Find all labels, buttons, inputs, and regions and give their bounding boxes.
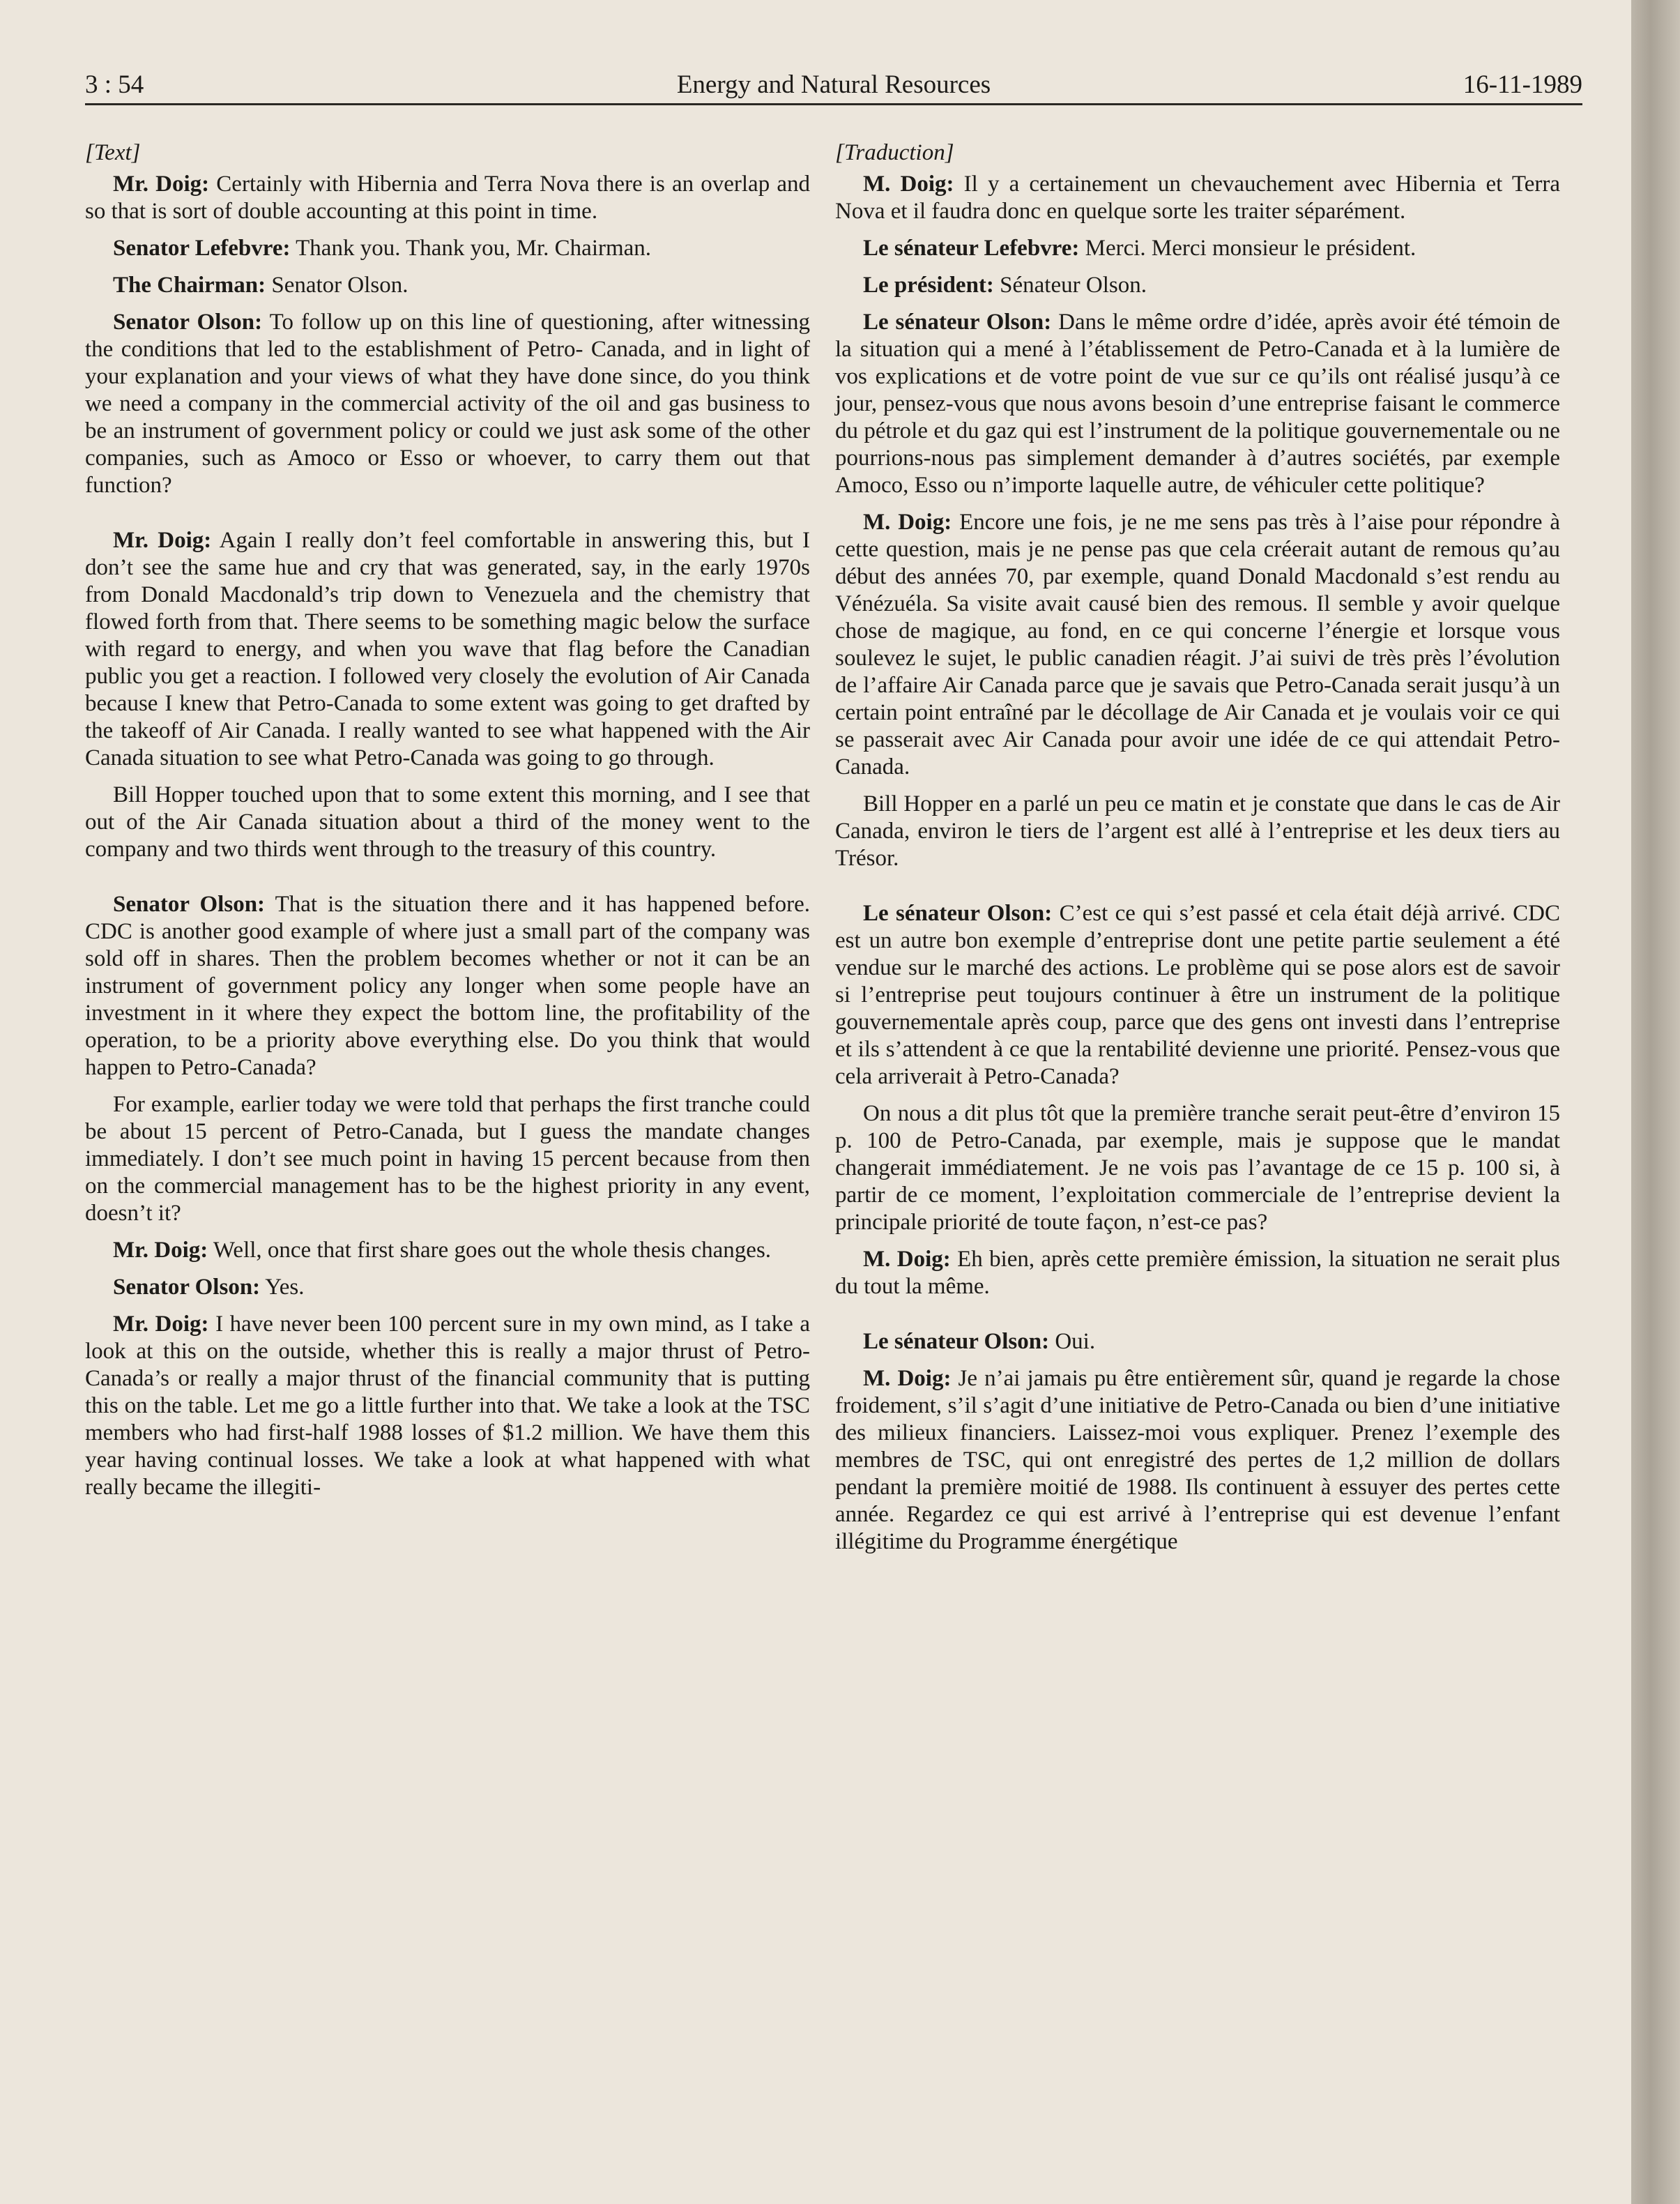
speaker-name: Senator Olson: <box>113 310 263 335</box>
speaker-name: The Chairman: <box>113 273 266 298</box>
paragraph-text: Well, once that first share goes out the whole thesis changes. <box>213 1238 772 1263</box>
paragraph-text: Thank you. Thank you, Mr. Chairman. <box>296 236 652 261</box>
paragraph <box>835 1100 1560 1236</box>
paragraph <box>85 235 810 262</box>
paragraph <box>835 272 1560 299</box>
paragraph-text: Senator Olson. <box>271 273 408 298</box>
paragraph <box>85 1237 810 1264</box>
paragraph-text: Bill Hopper touched upon that to some extent this morning, and I see that out of the Air Canada situation about a third of the money went to the company and two thirds went through to the treasury of this country. <box>85 782 810 862</box>
paragraph-text: Certainly with Hibernia and Terra Nova there is an overlap and so that is sort of double accounting at this point in time. <box>85 172 810 224</box>
paragraph-text: Sénateur Olson. <box>1000 273 1147 298</box>
speaker-name: M. Doig: <box>863 1247 951 1272</box>
paragraph-text: Je n’ai jamais pu être entièrement sûr, quand je regarde la chose froidement, s’il s’agit d’une initiative de Petro-Canada ou bien d’une initiative des milieux financiers. Laissez-moi vous expliquer. Prenez l’exemple des membres de TSC, qui ont enregistré des pertes de 1,2 million de dollars pendant la première moitié de 1988. Ils continuent à essuyer des pertes cette année. Regardez ce qui est arrivé à l’entreprise qui est devenue l’enfant illégitime du Programme énergétique <box>835 1366 1561 1554</box>
speaker-name: Mr. Doig: <box>113 1312 209 1337</box>
paragraph-text: Eh bien, après cette première émission, la situation ne serait plus du tout la même. <box>835 1247 1561 1299</box>
paragraph-text: Merci. Merci monsieur le président. <box>1085 236 1416 261</box>
paragraph <box>85 782 810 863</box>
speaker-name: Senator Olson: <box>113 1275 261 1300</box>
paragraph-text: For example, earlier today we were told that perhaps the first tranche could be about 15 percent of Petro-Canada, but I guess the mandate changes immediately. I don’t see much point in having 15 percent because from then on the commercial management has to be the highest priority in any event, doesn’t it? <box>85 1092 810 1226</box>
page-binding-edge <box>1631 0 1680 2204</box>
paragraph-text: Oui. <box>1055 1329 1096 1354</box>
paragraph <box>85 171 810 225</box>
paragraph <box>85 1311 810 1501</box>
french-column <box>835 139 1560 1565</box>
speaker-name: M. Doig: <box>863 1366 952 1391</box>
speaker-name: M. Doig: <box>863 172 954 197</box>
paragraph <box>85 1091 810 1227</box>
paragraph <box>835 1328 1560 1355</box>
speaker-name: M. Doig: <box>863 510 952 535</box>
paragraph <box>835 791 1560 872</box>
speaker-name: Le sénateur Olson: <box>863 310 1052 335</box>
paragraph-text: That is the situation there and it has happened before. CDC is another good example of where just a small part of the company was sold off in shares. Then the problem becomes whether or not it can be an instrument of government policy any longer when some people have an investment in it where they expect the bottom line, the profitability of the operation, to be a priority above everything else. Do you think that would happen to Petro-Canada? <box>85 892 811 1080</box>
paragraph-text: C’est ce qui s’est passé et cela était déjà arrivé. CDC est un autre bon exemple d’entreprise dont une petite partie seulement a été vendue sur le marché des actions. Le problème qui se pose alors est de savoir si l’entreprise peut toujours continuer à être un instrument de la politique gouvernementale après coup, parce que des gens ont investi dans l’entreprise et ils s’attendent à ce que la rentabilité devienne une priorité. Pensez-vous que cela arriverait à Petro-Canada? <box>835 901 1561 1089</box>
paragraph-text: Il y a certainement un chevauchement avec Hibernia et Terra Nova et il faudra donc en quelque sorte les traiter séparément. <box>835 172 1561 224</box>
paragraph <box>835 1246 1560 1300</box>
speaker-name: Le sénateur Olson: <box>863 1329 1050 1354</box>
paragraph-text: Dans le même ordre d’idée, après avoir été témoin de la situation qui a mené à l’établissement de Petro-Canada et à la lumière de vos explications et de votre point de vue sur ce qu’ils ont réalisé jusqu’à ce jour, pensez-vous que nous avons besoin d’une entreprise faisant le commerce du pétrole et du gaz qui est l’instrument de la politique gouvernementale ou ne pourrions-nous pas simplement demander à d’autres sociétés, par exemple Amoco, Esso ou n’importe laquelle autre, de véhiculer cette politique? <box>835 310 1561 498</box>
paragraph <box>85 891 810 1081</box>
column-tag: [Traduction] <box>835 140 954 165</box>
page-number: 3 : 54 <box>85 70 144 99</box>
paragraph <box>835 309 1560 499</box>
paragraph <box>835 509 1560 781</box>
paragraph <box>85 1274 810 1301</box>
paragraph <box>835 900 1560 1090</box>
paragraph <box>85 309 810 499</box>
paragraph-text: Encore une fois, je ne me sens pas très à l’aise pour répondre à cette question, mais je ne pense pas que cela créerait autant de remous qu’au début des années 70, par exemple, quand Donald Macdonald s’est rendu au Vénézuéla. Sa visite avait causé bien des remous. Il semble y avoir quelque chose de magique, au fond, en ce qui concerne l’énergie et lorsque vous soulevez le sujet, le public canadien réagit. J’ai suivi de très près l’évolution de l’affaire Air Canada parce que je savais que Petro-Canada serait jusqu’à un certain point entraîné par le décollage de Air Canada et je voulais voir ce qui se passerait avec Air Canada pour avoir une idée de ce qui attendait Petro-Canada. <box>835 510 1561 780</box>
paragraph-text: To follow up on this line of questioning, after witnessing the conditions that led to the establishment of Petro- Canada, and in light of your explanation and your views of what they have done since, do you think we need a company in the commercial activity of the oil and gas business to be an instrument of government policy or could we just ask some of the other companies, such as Amoco or Esso or whoever, to carry them out that function? <box>85 310 811 498</box>
header-rule <box>85 103 1582 105</box>
speaker-name: Mr. Doig: <box>113 172 210 197</box>
paragraph <box>85 527 810 772</box>
paragraph <box>85 272 810 299</box>
paragraph-text: Bill Hopper en a parlé un peu ce matin et je constate que dans le cas de Air Canada, environ le tiers de l’argent est allé à l’entreprise et les deux tiers au Trésor. <box>835 791 1560 871</box>
english-column <box>85 139 810 1511</box>
publication-title: Energy and Natural Resources <box>676 70 991 99</box>
paragraph <box>835 171 1560 225</box>
paragraph-text: I have never been 100 percent sure in my own mind, as I take a look at this on the outside, whether this is really a major thrust of Petro-Canada’s or really a major thrust of the financial community that is putting this on the table. Let me go a little further into that. We take a look at the TSC members who had first-half 1988 losses of $1.2 million. We have them this year having continual losses. We take a look at what happened with what really became the illegiti- <box>85 1312 811 1500</box>
paragraph <box>835 235 1560 262</box>
column-tag: [Text] <box>85 140 141 165</box>
speaker-name: Senator Lefebvre: <box>113 236 291 261</box>
paragraph-text: Again I really don’t feel comfortable in answering this, but I don’t see the same hue and cry that was generated, say, in the early 1970s from Donald Macdonald’s trip down to Venezuela and the chemistry that flowed forth from that. There seems to be something magic below the surface with regard to energy, and when you wave that flag before the Canadian public you get a reaction. I followed very closely the evolution of Air Canada because I knew that Petro-Canada to some extent was going to get drafted by the takeoff of Air Canada. I really wanted to see what happened with the Air Canada situation to see what Petro-Canada was going to go through. <box>85 528 810 770</box>
speaker-name: Mr. Doig: <box>113 528 212 553</box>
speaker-name: Le sénateur Lefebvre: <box>863 236 1080 261</box>
speaker-name: Senator Olson: <box>113 892 266 917</box>
speaker-name: Mr. Doig: <box>113 1238 208 1263</box>
paragraph-text: Yes. <box>265 1275 305 1300</box>
paragraph-text: On nous a dit plus tôt que la première tranche serait peut-être d’environ 15 p. 100 de Petro-Canada, par exemple, mais je suppose que le mandat changerait immédiatement. Je ne vois pas l’avantage de ce 15 p. 100 si, à partir de ce moment, l’exploitation commerciale de l’entreprise devient la principale priorité de toute façon, n’est-ce pas? <box>835 1101 1560 1235</box>
speaker-name: Le sénateur Olson: <box>863 901 1053 926</box>
paragraph <box>835 1365 1560 1556</box>
page-date: 16-11-1989 <box>1463 70 1582 99</box>
speaker-name: Le président: <box>863 273 994 298</box>
